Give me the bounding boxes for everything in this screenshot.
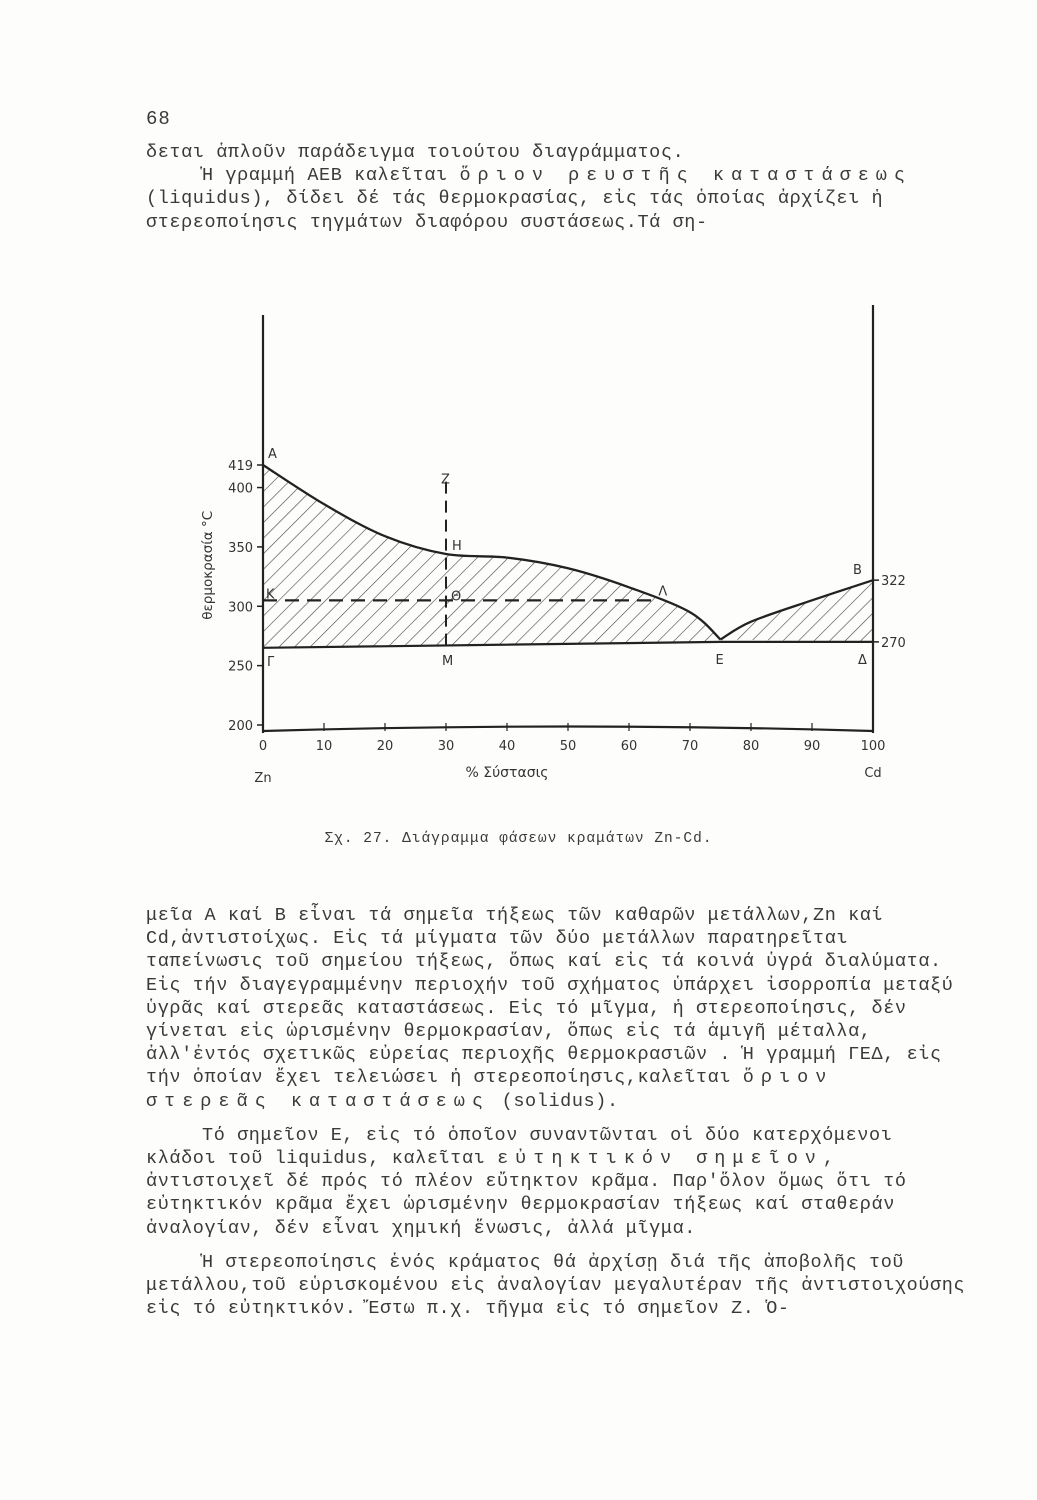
right-element-label: Cd <box>864 766 882 781</box>
hatched-region-right <box>721 580 874 642</box>
paragraph-2-lead: Ἡ γραμμή ΑΕΒ καλεῖται <box>202 165 460 187</box>
x-tick-label: 10 <box>315 739 333 754</box>
x-axis-title: % Σύστασις <box>465 765 549 781</box>
y-tick-label: 400 <box>228 481 253 497</box>
paragraph-3 <box>146 904 972 1113</box>
paragraph-4 <box>146 1124 972 1240</box>
paragraph-4-tail: , ἀντιστοιχεῖ δέ πρός τό πλέον εὔτηκτον κρᾶμα. Παρ'ὅλον ὅμως ὅτι τό εὐτηκτικόν κρᾶμα ἔχει ὡρισμένην θερμοκρασίαν τήξεως καί σταθεράν ἀναλογίαν, δέν εἶναι χημική ἕνωσις, ἀλλά μῖγμα. <box>146 1148 907 1239</box>
liquidus-term: ὅριον ρευστῆς καταστάσεως <box>459 165 912 187</box>
y-tick-label: 300 <box>228 600 253 616</box>
paragraph-2-rest: (liquidus), δίδει δέ τάς θερμοκρασίας, εἰς τάς ὁποίας ἀρχίζει ἡ στερεοποίησις τηγμάτων διαφόρου συστάσεως.Τά ση- <box>146 188 884 233</box>
x-tick-label: 30 <box>437 739 455 754</box>
right-value-270: 270 <box>881 635 906 651</box>
x-tick-label: 60 <box>620 739 638 754</box>
paragraph-3-tail: (solidus). <box>489 1090 619 1112</box>
phase-diagram <box>190 300 910 810</box>
point-label-Z: Z <box>441 472 450 488</box>
paragraph-1: δεται ἁπλοῦν παράδειγμα τοιούτου διαγράμματος. <box>146 142 685 163</box>
point-label-M: M <box>442 653 454 669</box>
point-label-Delta: Δ <box>858 652 867 668</box>
figure-caption: Σχ. 27. Διάγραμμα φάσεων κραμάτων Zn-Cd. <box>324 831 713 847</box>
x-tick-label: 0 <box>258 739 268 754</box>
point-label-Lambda: Λ <box>658 584 668 600</box>
bottom-text <box>146 904 972 1320</box>
page-number: 68 <box>146 108 171 130</box>
top-text <box>146 141 972 234</box>
right-value-322: 322 <box>881 574 906 590</box>
y-tick-label: 250 <box>228 659 253 675</box>
eutectic-term: εὐτηκτικόν σημεῖον <box>497 1148 823 1170</box>
x-tick-label: 100 <box>860 739 886 754</box>
point-label-B: B <box>853 563 862 579</box>
point-label-K: K <box>266 587 275 603</box>
y-axis-title: θερμοκρασία °C <box>200 510 216 620</box>
paragraph-3-text: μεῖα Α καί Β εἶναι τά σημεῖα τήξεως τῶν καθαρῶν μετάλλων,Zn καί Cd,ἀντιστοίχως. Εἰς τά μίγματα τῶν δύο μετάλλων παρατηρεῖται ταπείνωσις τοῦ σημείου τήξεως, ὅπως καί εἰς τά κοινά ὑγρά διαλύματα. Εἰς τήν διαγεγραμμένην περιοχήν τοῦ σχήματος ὑπάρχει ἰσορροπία μεταξύ ὑγρᾶς καί στερεᾶς καταστάσεως. Εἰς τό μῖγμα, ἡ στερεοποίησις, δέν γίνεται εἰς ὡρισμένην θερμοκρασίαν, ὅπως εἰς τά ἁμιγῆ μέταλλα, ἀλλ'ἐντός σχετικῶς εὐρείας περιοχῆς θερμοκρασιῶν . Ἡ γραμμή ΓΕΔ, εἰς τήν ὁποίαν ἔχει τελειώσει ἡ στερεοποίησις,καλεῖται <box>146 905 954 1089</box>
left-element-label: Zn <box>254 771 272 786</box>
point-label-E: E <box>715 652 724 668</box>
x-tick-label: 70 <box>681 739 699 754</box>
x-tick-label: 20 <box>376 739 394 754</box>
point-label-H: H <box>452 539 462 555</box>
solidus-term: ὅριον στερεᾶς καταστάσεως <box>146 1067 834 1112</box>
point-label-Gamma: Γ <box>267 654 275 670</box>
point-label-Theta: Θ <box>451 589 462 605</box>
y-tick-label: 350 <box>228 540 253 556</box>
paragraph-5: Ἡ στερεοποίησις ἑνός κράματος θά ἀρχίσῃ διά τῆς ἀποβολῆς τοῦ μετάλλου,τοῦ εὑρισκομένου εἰς ἀναλογίαν μεγαλυτέραν τῆς ἀντιστοιχούσης εἰς τό εὐτηκτικόν. Ἔστω π.χ. τῆγμα εἰς τό σημεῖον Ζ. Ὁ- <box>146 1251 966 1320</box>
x-tick-label: 50 <box>559 739 577 754</box>
x-tick-label: 90 <box>803 739 821 754</box>
y-tick-label: 419 <box>228 459 253 474</box>
point-label-A: A <box>268 447 277 462</box>
x-tick-label: 80 <box>742 739 760 754</box>
paragraph-4-text: Τό σημεῖον Ε, εἰς τό ὁποῖον συναντῶνται οἱ δύο κατερχόμενοι κλάδοι τοῦ liquidus, καλεῖται <box>146 1124 893 1170</box>
paragraph-2 <box>146 164 972 234</box>
y-tick-label: 200 <box>228 719 253 734</box>
x-tick-label: 40 <box>498 739 516 754</box>
